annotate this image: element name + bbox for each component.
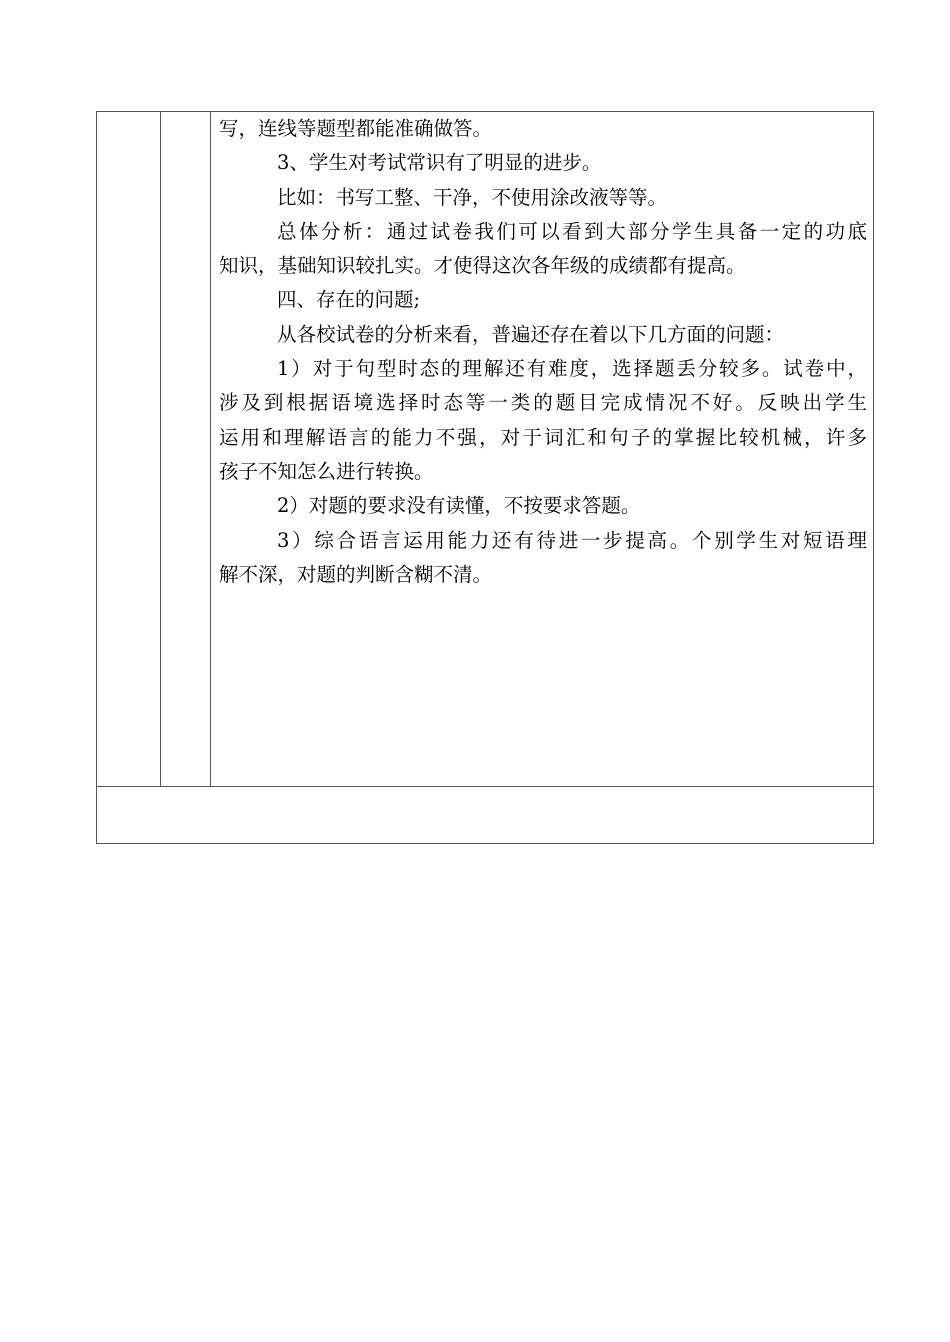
column-divider-2 (210, 112, 211, 786)
text-line-14: 解不深，对题的判断含糊不清。 (219, 562, 493, 586)
content-cell (219, 112, 867, 592)
text-line-2: 3、学生对考试常识有了明显的进步。 (277, 151, 602, 175)
text-line-3: 比如：书写工整、干净，不使用涂改液等等。 (277, 185, 668, 209)
column-divider-1 (160, 112, 161, 786)
text-line-10: 运用和理解语言的能力不强，对于词汇和句子的掌握比较机械，许多 (219, 425, 867, 449)
text-line-6: 四、存在的问题; (277, 288, 421, 312)
table-footer-row (97, 787, 873, 843)
document-table (96, 111, 874, 844)
text-line-4: 总体分析：通过试卷我们可以看到大部分学生具备一定的功底 (277, 219, 867, 243)
text-line-13: 3）综合语言运用能力还有待进一步提高。个别学生对短语理 (277, 528, 867, 552)
text-line-9: 涉及到根据语境选择时态等一类的题目完成情况不好。反映出学生 (219, 391, 867, 415)
table-main-row (97, 112, 873, 787)
text-line-7: 从各校试卷的分析来看，普遍还存在着以下几方面的问题： (277, 322, 785, 346)
text-line-1: 写，连线等题型都能准确做答。 (219, 117, 493, 140)
text-line-12: 2）对题的要求没有读懂，不按要求答题。 (277, 494, 641, 518)
text-line-8: 1）对于句型时态的理解还有难度，选择题丢分较多。试卷中， (277, 357, 867, 381)
text-line-11: 孩子不知怎么进行转换。 (219, 459, 434, 483)
text-line-5: 知识，基础知识较扎实。才使得这次各年级的成绩都有提高。 (219, 254, 746, 278)
